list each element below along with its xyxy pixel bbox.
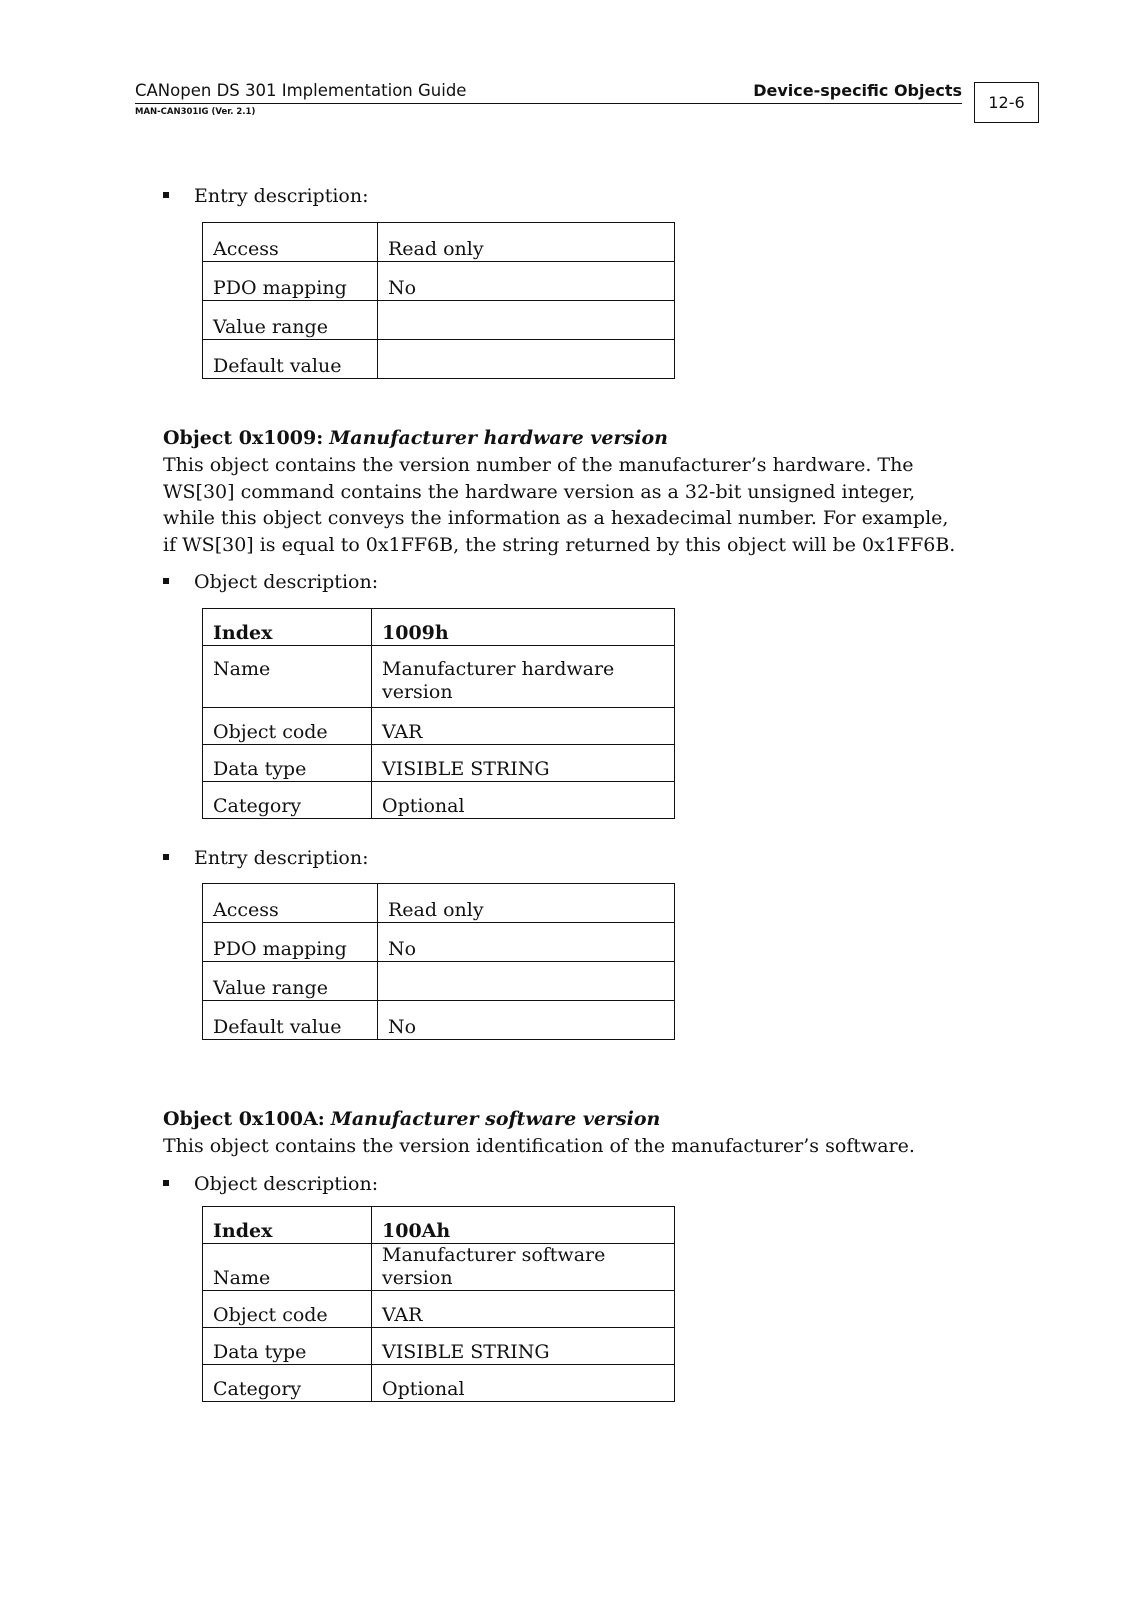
row-value: Manufacturer software version — [372, 1244, 675, 1291]
table-row — [203, 1328, 675, 1365]
table-row — [203, 923, 675, 962]
bullet-label: Object description: — [194, 1173, 379, 1195]
row-key: Default value — [203, 1001, 378, 1040]
table-row — [203, 262, 675, 301]
bullet-label: Object description: — [194, 571, 379, 593]
section-title: Device-specific Objects — [753, 81, 962, 100]
bullet-square-icon — [163, 578, 169, 584]
row-value: No — [378, 923, 675, 962]
header-rule — [135, 103, 962, 104]
entry-description-bullet — [163, 185, 369, 207]
row-value: 100Ah — [372, 1207, 675, 1244]
row-value: VAR — [372, 1291, 675, 1328]
table-row — [203, 340, 675, 379]
table-row — [203, 301, 675, 340]
row-value: VAR — [372, 708, 675, 745]
page-number: 12-6 — [974, 82, 1039, 123]
bullet-square-icon — [163, 854, 169, 860]
row-key: Value range — [203, 962, 378, 1001]
table-row — [203, 223, 675, 262]
row-value — [378, 301, 675, 340]
table-row — [203, 708, 675, 745]
manual-id: MAN-CAN301IG (Ver. 2.1) — [135, 107, 256, 117]
table-row — [203, 884, 675, 923]
bullet-square-icon — [163, 1180, 169, 1186]
object-1009-description-table — [202, 608, 675, 819]
row-key: Index — [203, 609, 372, 646]
object-1009-description: This object contains the version number of the manufacturer’s hardware. The WS[30] command contains the hardware version as a 32-bit unsigned integer, while this object conveys the information as a hexadecimal number. For example, if WS[30] is equal to 0x1FF6B, the string returned by this object will be 0x1FF6B. — [163, 454, 956, 556]
table-row — [203, 1244, 675, 1291]
table-row — [203, 1365, 675, 1402]
row-key: Access — [203, 884, 378, 923]
table-row — [203, 1001, 675, 1040]
bullet-square-icon — [163, 192, 169, 198]
table-row — [203, 962, 675, 1001]
row-key: Name — [203, 646, 372, 708]
object-label: Object 0x1009: — [163, 427, 324, 449]
row-value: No — [378, 1001, 675, 1040]
object-description-bullet — [163, 571, 378, 593]
document-title: CANopen DS 301 Implementation Guide — [135, 81, 467, 100]
object-100a-heading — [163, 1108, 660, 1130]
row-value: VISIBLE STRING — [372, 1328, 675, 1365]
object-name: Manufacturer software version — [330, 1108, 661, 1130]
object-1009-heading — [163, 427, 668, 449]
row-key: Access — [203, 223, 378, 262]
table-row — [203, 1291, 675, 1328]
row-key: PDO mapping — [203, 262, 378, 301]
entry-description-bullet — [163, 847, 369, 869]
row-key: Category — [203, 1365, 372, 1402]
row-key: Data type — [203, 1328, 372, 1365]
object-100a-description-table — [202, 1206, 675, 1402]
row-value: 1009h — [372, 609, 675, 646]
entry-description-table — [202, 222, 675, 379]
row-value: Optional — [372, 1365, 675, 1402]
row-value — [378, 340, 675, 379]
object-100a-description: This object contains the version identification of the manufacturer’s software. — [163, 1135, 915, 1157]
row-key: PDO mapping — [203, 923, 378, 962]
row-value: Optional — [372, 782, 675, 819]
bullet-label: Entry description: — [194, 185, 369, 207]
row-key: Data type — [203, 745, 372, 782]
row-key: Object code — [203, 708, 372, 745]
table-row — [203, 609, 675, 646]
object-description-bullet — [163, 1173, 378, 1195]
row-value: Read only — [378, 223, 675, 262]
row-value: No — [378, 262, 675, 301]
row-key: Index — [203, 1207, 372, 1244]
table-row — [203, 745, 675, 782]
row-key: Name — [203, 1244, 372, 1291]
row-value: VISIBLE STRING — [372, 745, 675, 782]
object-label: Object 0x100A: — [163, 1108, 325, 1130]
bullet-label: Entry description: — [194, 847, 369, 869]
row-key: Category — [203, 782, 372, 819]
table-row — [203, 782, 675, 819]
object-name: Manufacturer hardware version — [329, 427, 668, 449]
row-key: Default value — [203, 340, 378, 379]
row-value: Manufacturer hardware version — [372, 646, 675, 708]
row-key: Value range — [203, 301, 378, 340]
table-row — [203, 646, 675, 708]
row-value — [378, 962, 675, 1001]
object-1009-entry-table — [202, 883, 675, 1040]
row-value: Read only — [378, 884, 675, 923]
row-key: Object code — [203, 1291, 372, 1328]
table-row — [203, 1207, 675, 1244]
